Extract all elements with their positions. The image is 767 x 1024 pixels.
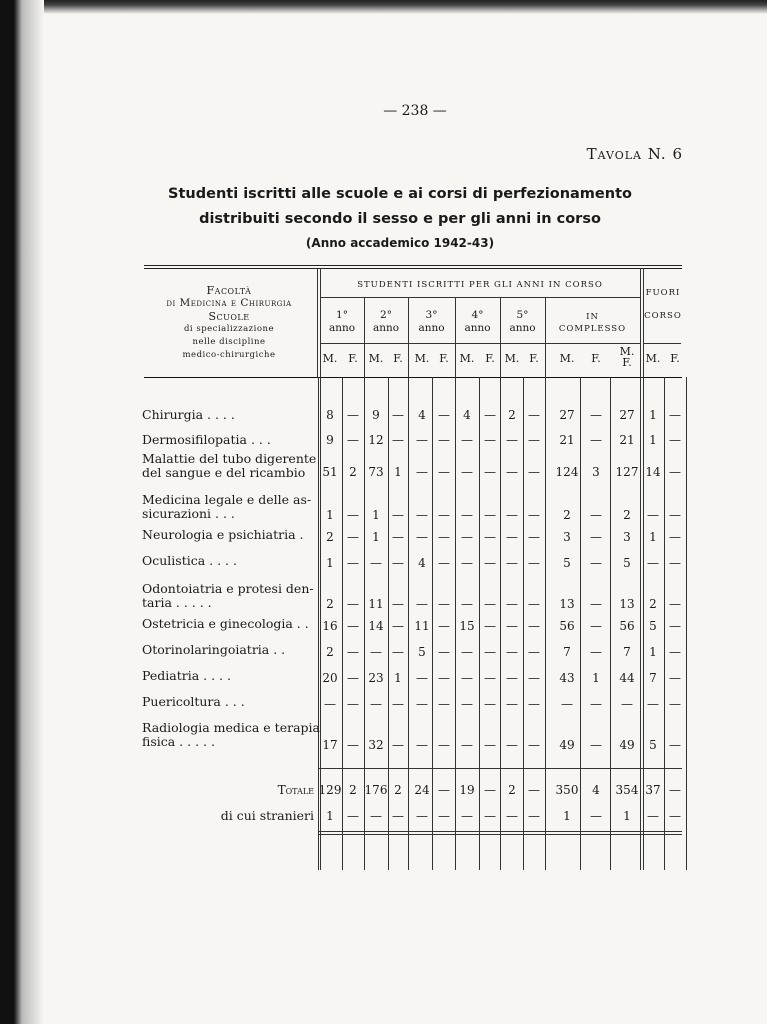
table-cell: — bbox=[461, 738, 473, 752]
table-title-line-2: distribuiti secondo il sesso e per gli anni in corso bbox=[199, 211, 601, 227]
stranieri-cell: — bbox=[461, 809, 473, 823]
table-cell: 2 bbox=[326, 645, 334, 659]
table-cell: 51 bbox=[322, 465, 338, 479]
table-cell: 1 bbox=[649, 530, 657, 544]
table-cell: — bbox=[506, 619, 518, 633]
table-cell: — bbox=[392, 619, 404, 633]
table-cell: 21 bbox=[559, 433, 575, 447]
stranieri-cell: — bbox=[484, 809, 496, 823]
table-cell: 14 bbox=[645, 465, 661, 479]
table-cell: — bbox=[669, 508, 681, 522]
table-cell: — bbox=[669, 671, 681, 685]
table-cell: — bbox=[438, 645, 450, 659]
table-cell: — bbox=[506, 671, 518, 685]
row-label-11: Radiologia medica e terapia fisica . . . . . bbox=[142, 720, 320, 749]
table-cell: — bbox=[347, 619, 359, 633]
facolta-header-line: di specializzazione bbox=[183, 324, 275, 334]
table-cell: 16 bbox=[322, 619, 338, 633]
sub-header: M. bbox=[504, 352, 520, 365]
table-cell: 49 bbox=[619, 738, 635, 752]
table-cell: — bbox=[647, 556, 659, 570]
year-underline-fuori bbox=[643, 343, 681, 344]
table-cell: — bbox=[347, 433, 359, 447]
totale-cell: 24 bbox=[414, 783, 430, 797]
stranieri-cell: — bbox=[347, 809, 359, 823]
header-bottom-rule bbox=[144, 377, 682, 378]
table-cell: — bbox=[506, 508, 518, 522]
table-cell: — bbox=[528, 738, 540, 752]
table-cell: 5 bbox=[623, 556, 631, 570]
table-cell: — bbox=[461, 433, 473, 447]
table-cell: 7 bbox=[649, 671, 657, 685]
row-label-7: Ostetricia e ginecologia . . bbox=[142, 616, 309, 631]
table-cell: 17 bbox=[322, 738, 338, 752]
table-cell: — bbox=[669, 619, 681, 633]
totale-cell: — bbox=[484, 783, 496, 797]
table-cell: — bbox=[669, 433, 681, 447]
complesso-header: COMPLESSO bbox=[558, 324, 627, 334]
table-cell: 1 bbox=[649, 645, 657, 659]
table-cell: — bbox=[438, 556, 450, 570]
table-cell: — bbox=[416, 433, 428, 447]
stranieri-cell: 1 bbox=[326, 809, 334, 823]
table-cell: 73 bbox=[368, 465, 384, 479]
totale-cell: 19 bbox=[459, 783, 475, 797]
table-cell: 13 bbox=[559, 597, 575, 611]
table-cell: 14 bbox=[368, 619, 384, 633]
table-cell: — bbox=[347, 671, 359, 685]
table-cell: — bbox=[528, 530, 540, 544]
row-label-0: Chirurgia . . . . bbox=[142, 407, 235, 422]
scan-top-edge bbox=[0, 0, 767, 14]
table-cell: 27 bbox=[619, 408, 635, 422]
table-bottom-rule bbox=[318, 831, 682, 832]
table-cell: 2 bbox=[563, 508, 571, 522]
table-cell: — bbox=[438, 408, 450, 422]
table-cell: — bbox=[461, 597, 473, 611]
table-cell: 13 bbox=[619, 597, 635, 611]
year-label: anno bbox=[464, 322, 491, 334]
table-cell: 56 bbox=[559, 619, 575, 633]
table-cell: — bbox=[484, 530, 496, 544]
table-cell: — bbox=[669, 530, 681, 544]
table-cell: — bbox=[484, 697, 496, 711]
table-cell: — bbox=[528, 619, 540, 633]
table-cell: 3 bbox=[563, 530, 571, 544]
table-cell: — bbox=[528, 697, 540, 711]
facolta-header-line: Scuole bbox=[208, 310, 250, 323]
table-cell: — bbox=[484, 465, 496, 479]
table-cell: 9 bbox=[326, 433, 334, 447]
stranieri-cell: — bbox=[669, 809, 681, 823]
table-cell: — bbox=[506, 465, 518, 479]
stranieri-cell: — bbox=[590, 809, 602, 823]
totale-cell: 2 bbox=[508, 783, 516, 797]
table-cell: — bbox=[347, 508, 359, 522]
fuori-corso-header: CORSO bbox=[644, 311, 682, 321]
row-label-10: Puericoltura . . . bbox=[142, 694, 245, 709]
table-cell: — bbox=[416, 465, 428, 479]
year-number: 3° bbox=[425, 309, 438, 321]
table-cell: 5 bbox=[649, 738, 657, 752]
table-cell: 4 bbox=[418, 408, 426, 422]
table-cell: — bbox=[590, 433, 602, 447]
page-number: — 238 — bbox=[383, 103, 447, 119]
table-cell: — bbox=[438, 738, 450, 752]
table-cell: 7 bbox=[623, 645, 631, 659]
table-cell: — bbox=[484, 408, 496, 422]
row-label-1: Dermosifilopatia . . . bbox=[142, 432, 271, 447]
sub-header: F. bbox=[393, 352, 403, 365]
totale-cell: — bbox=[438, 783, 450, 797]
table-cell: 20 bbox=[322, 671, 338, 685]
table-cell: 2 bbox=[326, 530, 334, 544]
sub-header: M. F. bbox=[619, 345, 635, 369]
row-label-5: Oculistica . . . . bbox=[142, 553, 237, 568]
table-cell: 56 bbox=[619, 619, 635, 633]
sub-header: F. bbox=[348, 352, 358, 365]
table-bottom-rule-2 bbox=[318, 834, 682, 835]
table-cell: — bbox=[347, 597, 359, 611]
stranieri-cell: 1 bbox=[623, 809, 631, 823]
table-cell: — bbox=[416, 597, 428, 611]
table-cell: — bbox=[484, 671, 496, 685]
table-cell: 1 bbox=[326, 508, 334, 522]
totale-cell: 2 bbox=[349, 783, 357, 797]
table-cell: — bbox=[370, 697, 382, 711]
table-cell: — bbox=[590, 556, 602, 570]
table-cell: — bbox=[347, 645, 359, 659]
table-cell: — bbox=[506, 556, 518, 570]
table-cell: — bbox=[392, 697, 404, 711]
table-cell: — bbox=[392, 556, 404, 570]
sub-header: F. bbox=[485, 352, 495, 365]
table-cell: 4 bbox=[463, 408, 471, 422]
totale-cell: 350 bbox=[555, 783, 579, 797]
table-cell: — bbox=[506, 697, 518, 711]
table-cell: — bbox=[438, 697, 450, 711]
table-cell: 23 bbox=[368, 671, 384, 685]
table-cell: — bbox=[506, 597, 518, 611]
table-cell: — bbox=[590, 408, 602, 422]
table-cell: — bbox=[416, 671, 428, 685]
table-cell: — bbox=[528, 508, 540, 522]
table-cell: 2 bbox=[623, 508, 631, 522]
year-divider bbox=[545, 297, 546, 378]
table-cell: — bbox=[392, 597, 404, 611]
row-label-4: Neurologia e psichiatria . bbox=[142, 527, 304, 542]
table-cell: — bbox=[461, 697, 473, 711]
table-cell: — bbox=[484, 645, 496, 659]
table-cell: — bbox=[484, 738, 496, 752]
table-cell: 1 bbox=[394, 671, 402, 685]
stranieri-label: di cui stranieri bbox=[220, 808, 314, 823]
table-cell: — bbox=[347, 556, 359, 570]
year-label: anno bbox=[372, 322, 400, 334]
table-cell: — bbox=[416, 530, 428, 544]
table-cell: 3 bbox=[623, 530, 631, 544]
table-cell: 1 bbox=[394, 465, 402, 479]
facolta-header-line: nelle discipline bbox=[192, 337, 266, 347]
table-cell: 15 bbox=[459, 619, 475, 633]
table-cell: — bbox=[506, 645, 518, 659]
table-top-rule bbox=[144, 265, 682, 266]
table-cell: — bbox=[528, 433, 540, 447]
totale-label: Totale bbox=[277, 783, 314, 797]
stranieri-cell: — bbox=[416, 809, 428, 823]
table-cell: 1 bbox=[649, 408, 657, 422]
totale-cell: — bbox=[528, 783, 540, 797]
table-cell: — bbox=[392, 738, 404, 752]
table-cell: — bbox=[461, 671, 473, 685]
table-cell: — bbox=[438, 433, 450, 447]
totale-cell: 37 bbox=[645, 783, 661, 797]
table-cell: 2 bbox=[349, 465, 357, 479]
table-cell: — bbox=[461, 645, 473, 659]
table-cell: — bbox=[461, 530, 473, 544]
sub-header: F. bbox=[529, 352, 539, 365]
complesso-header: IN bbox=[586, 312, 599, 322]
totale-cell: 354 bbox=[615, 783, 639, 797]
sub-header: F. bbox=[670, 352, 680, 365]
table-cell: — bbox=[669, 738, 681, 752]
sub-header: F. bbox=[591, 352, 601, 365]
row-label-8: Otorinolaringoiatria . . bbox=[142, 642, 286, 657]
table-cell: — bbox=[528, 465, 540, 479]
facolta-header-line: medico-chirurgiche bbox=[182, 350, 276, 360]
stranieri-cell: — bbox=[392, 809, 404, 823]
table-cell: 1 bbox=[372, 530, 380, 544]
table-cell: — bbox=[392, 508, 404, 522]
stranieri-cell: — bbox=[506, 809, 518, 823]
row-label-2: Malattie del tubo digerente del sangue e del ricambio bbox=[142, 451, 317, 480]
table-cell: — bbox=[484, 508, 496, 522]
table-cell: — bbox=[484, 556, 496, 570]
column-line bbox=[580, 377, 581, 870]
table-cell: — bbox=[347, 530, 359, 544]
table-cell: — bbox=[621, 697, 633, 711]
table-cell: — bbox=[590, 738, 602, 752]
table-cell: 8 bbox=[326, 408, 334, 422]
table-cell: 1 bbox=[326, 556, 334, 570]
row-label-6: Odontoiatria e protesi den- taria . . . . . bbox=[142, 581, 314, 610]
table-cell: — bbox=[669, 697, 681, 711]
table-cell: — bbox=[484, 619, 496, 633]
table-title-line-1: Studenti iscritti alle scuole e ai corsi di perfezionamento bbox=[168, 186, 632, 202]
table-cell: — bbox=[561, 697, 573, 711]
table-cell: — bbox=[590, 697, 602, 711]
table-cell: — bbox=[370, 556, 382, 570]
table-cell: — bbox=[484, 433, 496, 447]
table-cell: — bbox=[438, 530, 450, 544]
column-line bbox=[610, 377, 611, 870]
table-cell: 44 bbox=[619, 671, 635, 685]
table-cell: — bbox=[590, 597, 602, 611]
table-cell: — bbox=[392, 530, 404, 544]
table-cell: — bbox=[392, 645, 404, 659]
table-cell: — bbox=[416, 508, 428, 522]
table-cell: 127 bbox=[615, 465, 639, 479]
year-label: anno bbox=[328, 322, 356, 334]
table-cell: 2 bbox=[649, 597, 657, 611]
year-number: 5° bbox=[516, 309, 529, 321]
table-cell: — bbox=[438, 465, 450, 479]
table-cell: — bbox=[506, 433, 518, 447]
row-label-3: Medicina legale e delle as- sicurazioni . . . bbox=[142, 492, 312, 521]
table-cell: — bbox=[669, 597, 681, 611]
table-cell: — bbox=[484, 597, 496, 611]
table-cell: — bbox=[416, 697, 428, 711]
table-cell: — bbox=[528, 597, 540, 611]
table-cell: — bbox=[669, 465, 681, 479]
table-cell: 5 bbox=[563, 556, 571, 570]
fuori-corso-header: FUORI bbox=[645, 288, 681, 298]
table-cell: 11 bbox=[368, 597, 384, 611]
table-cell: — bbox=[347, 697, 359, 711]
table-cell: 3 bbox=[592, 465, 600, 479]
table-cell: — bbox=[647, 697, 659, 711]
table-cell: — bbox=[438, 671, 450, 685]
table-cell: 11 bbox=[414, 619, 430, 633]
table-cell: 1 bbox=[649, 433, 657, 447]
table-cell: — bbox=[590, 645, 602, 659]
table-cell: — bbox=[506, 738, 518, 752]
table-cell: 9 bbox=[372, 408, 380, 422]
table-cell: 1 bbox=[592, 671, 600, 685]
totale-cell: 2 bbox=[394, 783, 402, 797]
table-cell: — bbox=[528, 671, 540, 685]
table-cell: 1 bbox=[372, 508, 380, 522]
year-underline bbox=[320, 343, 640, 344]
table-cell: 43 bbox=[559, 671, 575, 685]
scan-binding-edge bbox=[0, 0, 44, 1024]
table-cell: 2 bbox=[326, 597, 334, 611]
year-label: anno bbox=[418, 322, 445, 334]
table-subtitle: (Anno accademico 1942-43) bbox=[305, 236, 495, 250]
table-cell: — bbox=[416, 738, 428, 752]
totale-cell: 176 bbox=[364, 783, 388, 797]
table-cell: — bbox=[528, 645, 540, 659]
totale-cell: 4 bbox=[592, 783, 600, 797]
table-cell: — bbox=[461, 465, 473, 479]
table-cell: — bbox=[392, 433, 404, 447]
year-number: 4° bbox=[471, 309, 484, 321]
table-cell: — bbox=[590, 619, 602, 633]
table-cell: 21 bbox=[619, 433, 635, 447]
table-cell: 2 bbox=[508, 408, 516, 422]
table-cell: — bbox=[528, 556, 540, 570]
table-cell: 27 bbox=[559, 408, 575, 422]
sub-header: M. bbox=[414, 352, 430, 365]
table-cell: — bbox=[590, 530, 602, 544]
table-cell: 124 bbox=[555, 465, 579, 479]
totale-cell: — bbox=[669, 783, 681, 797]
sub-header: M. bbox=[368, 352, 384, 365]
table-cell: — bbox=[438, 619, 450, 633]
table-cell: 12 bbox=[368, 433, 384, 447]
stranieri-cell: — bbox=[370, 809, 382, 823]
sub-header: M. bbox=[459, 352, 475, 365]
sub-header: M. bbox=[322, 352, 338, 365]
table-cell: — bbox=[669, 645, 681, 659]
table-cell: — bbox=[461, 508, 473, 522]
table-number: Tavola N. 6 bbox=[586, 145, 683, 163]
stranieri-cell: — bbox=[528, 809, 540, 823]
table-cell: — bbox=[528, 408, 540, 422]
sub-header: F. bbox=[439, 352, 449, 365]
table-cell: — bbox=[347, 408, 359, 422]
table-cell: 49 bbox=[559, 738, 575, 752]
table-cell: — bbox=[590, 508, 602, 522]
year-number: 2° bbox=[380, 309, 392, 321]
stranieri-cell: — bbox=[647, 809, 659, 823]
stranieri-cell: — bbox=[438, 809, 450, 823]
table-cell: — bbox=[392, 408, 404, 422]
year-label: anno bbox=[509, 322, 536, 334]
facolta-header-line: di Medicina e Chirurgia bbox=[166, 297, 292, 309]
year-number: 1° bbox=[336, 309, 348, 321]
sub-header: M. bbox=[559, 352, 575, 365]
table-cell: — bbox=[506, 530, 518, 544]
group-header: STUDENTI ISCRITTI PER GLI ANNI IN CORSO bbox=[357, 280, 603, 290]
table-cell: — bbox=[647, 508, 659, 522]
stranieri-cell: 1 bbox=[563, 809, 571, 823]
table-cell: — bbox=[669, 408, 681, 422]
table-cell: — bbox=[461, 556, 473, 570]
table-cell: — bbox=[347, 738, 359, 752]
table-cell: 32 bbox=[368, 738, 384, 752]
table-cell: — bbox=[370, 645, 382, 659]
table-top-rule-2 bbox=[144, 268, 682, 269]
table-cell: — bbox=[669, 556, 681, 570]
table-cell: 7 bbox=[563, 645, 571, 659]
sub-header: M. bbox=[645, 352, 661, 365]
totale-top-rule bbox=[318, 768, 682, 769]
totale-cell: 129 bbox=[318, 783, 342, 797]
table-cell: — bbox=[438, 508, 450, 522]
group-underline bbox=[320, 297, 640, 298]
table-cell: — bbox=[438, 597, 450, 611]
row-label-9: Pediatria . . . . bbox=[142, 668, 231, 683]
table-cell: 5 bbox=[418, 645, 426, 659]
table-cell: — bbox=[324, 697, 336, 711]
facolta-header-line: Facoltà bbox=[206, 284, 252, 297]
table-cell: 5 bbox=[649, 619, 657, 633]
table-cell: 4 bbox=[418, 556, 426, 570]
